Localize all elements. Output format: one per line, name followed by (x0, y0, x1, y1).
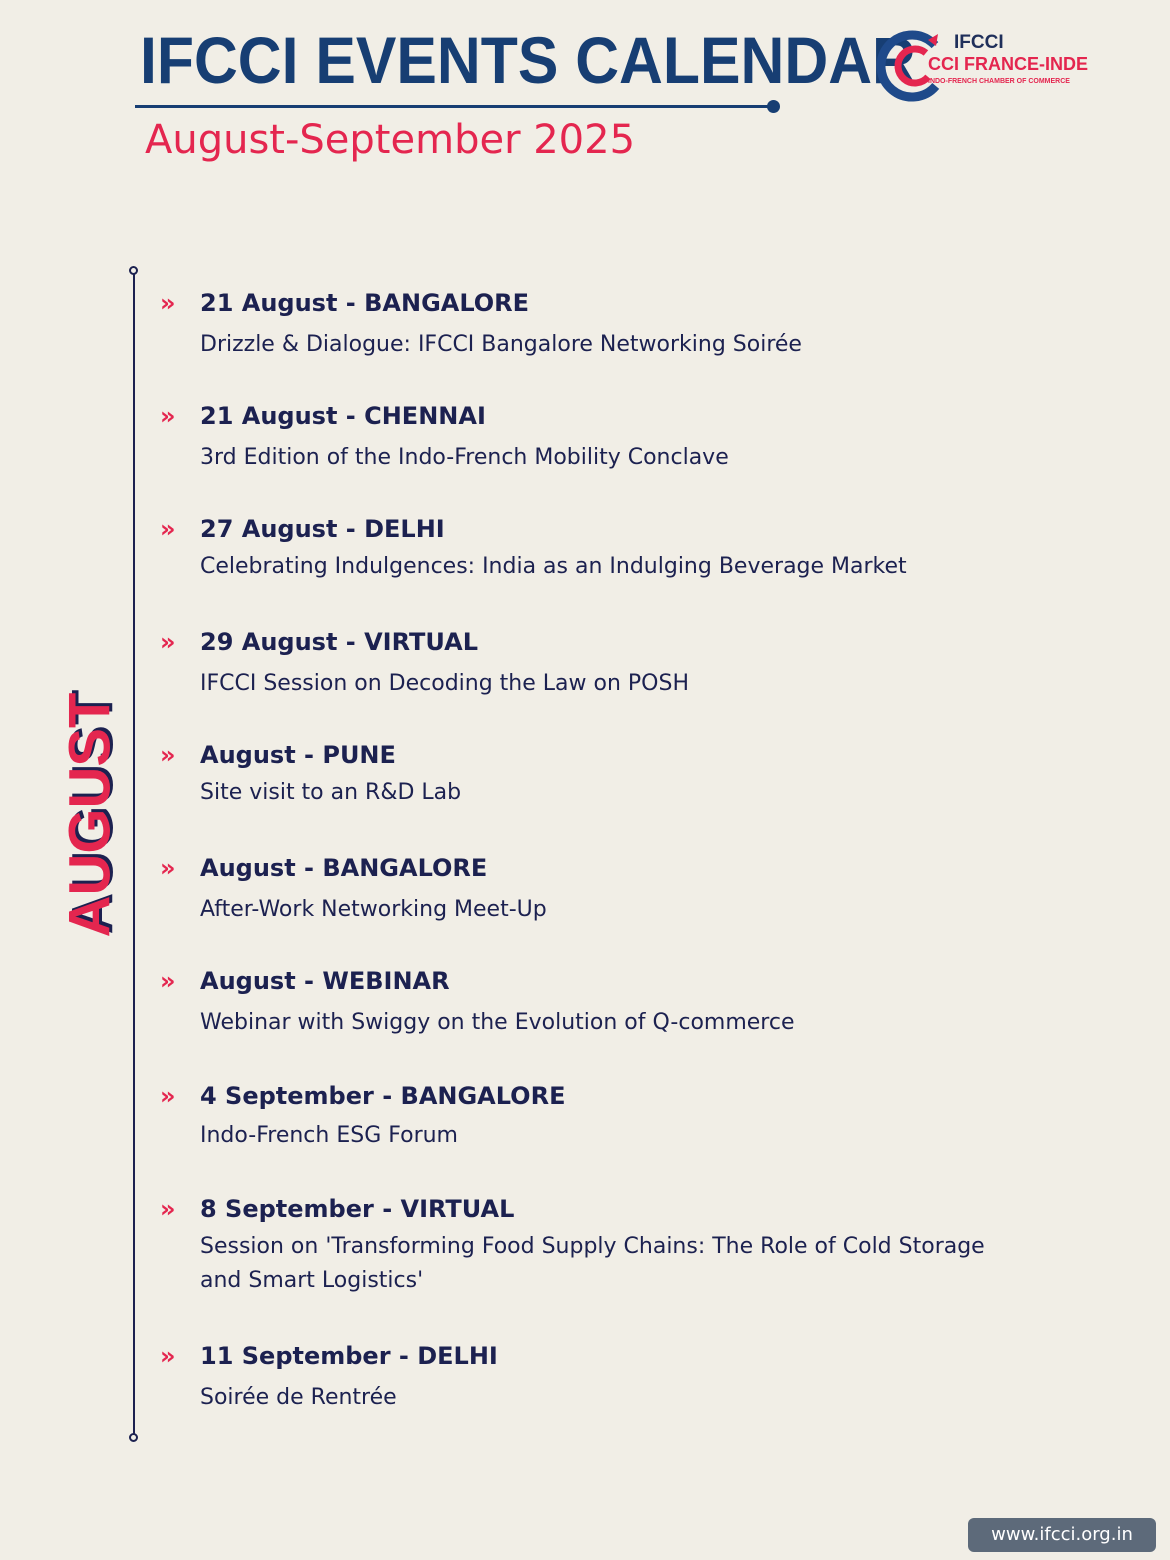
timeline-start-dot (129, 266, 138, 275)
chevron-right-icon: » (160, 741, 176, 769)
event-description: Indo-French ESG Forum (200, 1123, 458, 1148)
chevron-right-icon: » (160, 1342, 176, 1370)
event-description: Site visit to an R&D Lab (200, 780, 462, 805)
event-description: IFCCI Session on Decoding the Law on POSH (200, 671, 689, 696)
page-subtitle: August-September 2025 (145, 117, 636, 163)
event-description: After-Work Networking Meet-Up (200, 897, 547, 922)
chevron-right-icon: » (160, 1082, 176, 1110)
event-description: Webinar with Swiggy on the Evolution of Q-commerce (200, 1010, 795, 1035)
logo-subline: INDO-FRENCH CHAMBER OF COMMERCE (928, 78, 1070, 85)
timeline-end-dot (129, 1433, 138, 1442)
chevron-right-icon: » (160, 628, 176, 656)
event-heading: 8 September - VIRTUAL (200, 1195, 515, 1223)
event-description: Session on 'Transforming Food Supply Chains: The Role of Cold Storage and Smart Logistics' (200, 1234, 985, 1293)
website-link[interactable]: www.ifcci.org.in (968, 1518, 1156, 1552)
ifcci-logo (876, 28, 1136, 104)
event-description: Soirée de Rentrée (200, 1385, 397, 1410)
event-heading: 4 September - BANGALORE (200, 1082, 566, 1110)
chevron-right-icon: » (160, 515, 176, 543)
event-heading: August - PUNE (200, 741, 396, 769)
title-underline (135, 105, 775, 108)
event-heading: 21 August - BANGALORE (200, 289, 530, 317)
chevron-right-icon: » (160, 854, 176, 882)
title-underline-dot (767, 100, 780, 113)
timeline-line (133, 272, 135, 1438)
page-title: IFCCI EVENTS CALENDAR (140, 23, 916, 97)
month-label: AUGUST (57, 692, 123, 938)
event-description: Drizzle & Dialogue: IFCCI Bangalore Networking Soirée (200, 332, 802, 357)
event-description: Celebrating Indulgences: India as an Indulging Beverage Market (200, 554, 907, 579)
chevron-right-icon: » (160, 967, 176, 995)
event-description: 3rd Edition of the Indo-French Mobility Conclave (200, 445, 729, 470)
logo-name: IFCCI (954, 32, 1004, 53)
chevron-right-icon: » (160, 1195, 176, 1223)
event-heading: August - BANGALORE (200, 854, 488, 882)
chevron-right-icon: » (160, 402, 176, 430)
event-heading: 21 August - CHENNAI (200, 402, 486, 430)
event-heading: August - WEBINAR (200, 967, 450, 995)
event-heading: 11 September - DELHI (200, 1342, 498, 1370)
event-heading: 27 August - DELHI (200, 515, 445, 543)
event-heading: 29 August - VIRTUAL (200, 628, 479, 656)
logo-tagline: CCI FRANCE-INDE (928, 54, 1088, 74)
chevron-right-icon: » (160, 289, 176, 317)
